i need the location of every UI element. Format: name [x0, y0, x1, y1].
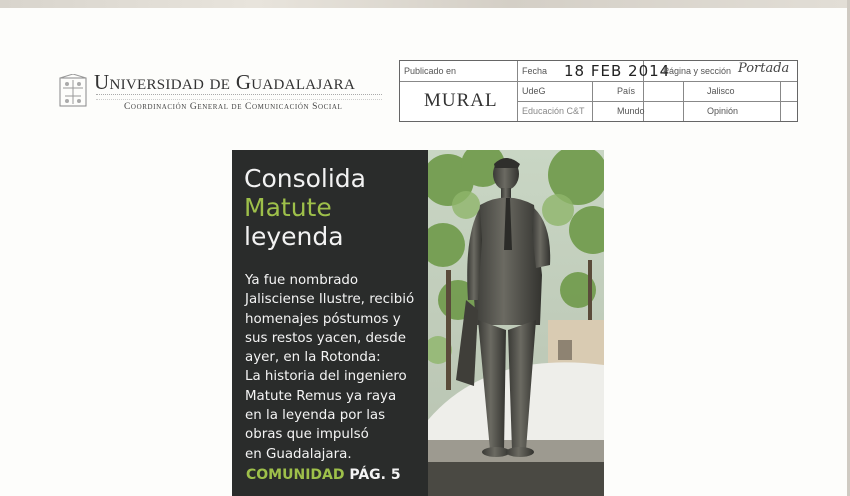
summary-line: Jalisciense Ilustre, recibió — [245, 292, 415, 308]
headline-line-1: Consolida — [244, 164, 366, 193]
university-crest-icon — [58, 74, 88, 110]
article-summary — [245, 271, 427, 464]
letterhead-divider — [96, 94, 382, 100]
section-reference: COMUNIDAD — [246, 467, 345, 483]
department-name: Coordinación General de Comunicación Social — [124, 102, 343, 112]
category-pais: País — [617, 86, 636, 96]
publication-name: MURAL — [424, 90, 498, 111]
summary-line: homenajes póstumos y — [245, 311, 401, 327]
summary-line: obras que impulsó — [245, 427, 369, 443]
summary-line: en la leyenda por las — [245, 408, 386, 424]
date-value: 18 FEB 2014 — [564, 62, 671, 80]
headline-line-3: leyenda — [244, 222, 344, 251]
summary-line: ayer, en la Rotonda: — [245, 350, 381, 366]
scan-top-edge — [0, 0, 850, 8]
published-in-label: Publicado en — [404, 66, 457, 76]
clipping-info-table — [399, 60, 798, 122]
category-jalisco: Jalisco — [707, 86, 735, 96]
page-reference — [246, 467, 401, 483]
article-text-panel — [232, 150, 428, 496]
summary-line: Ya fue nombrado — [245, 273, 359, 288]
section-label: Página y sección — [663, 66, 732, 76]
university-name: Universidad de Guadalajara — [94, 70, 356, 94]
section-value: Portada — [738, 61, 790, 76]
page-number-reference: PÁG. 5 — [349, 467, 401, 483]
article-headline — [244, 164, 426, 251]
category-udeg: UdeG — [522, 86, 546, 96]
headline-line-2: Matute — [244, 193, 332, 222]
news-clipping — [232, 150, 604, 496]
category-mundo: Mundo — [617, 106, 645, 116]
date-label: Fecha — [522, 66, 548, 76]
summary-line: sus restos yacen, desde — [245, 330, 406, 346]
summary-line: La historia del ingeniero — [245, 369, 407, 385]
summary-line: Matute Remus ya raya — [245, 388, 397, 404]
category-opinion: Opinión — [707, 106, 739, 116]
category-educacion: Educación C&T — [522, 106, 585, 116]
statue-photo — [428, 150, 604, 496]
summary-line: en Guadalajara. — [245, 446, 352, 462]
